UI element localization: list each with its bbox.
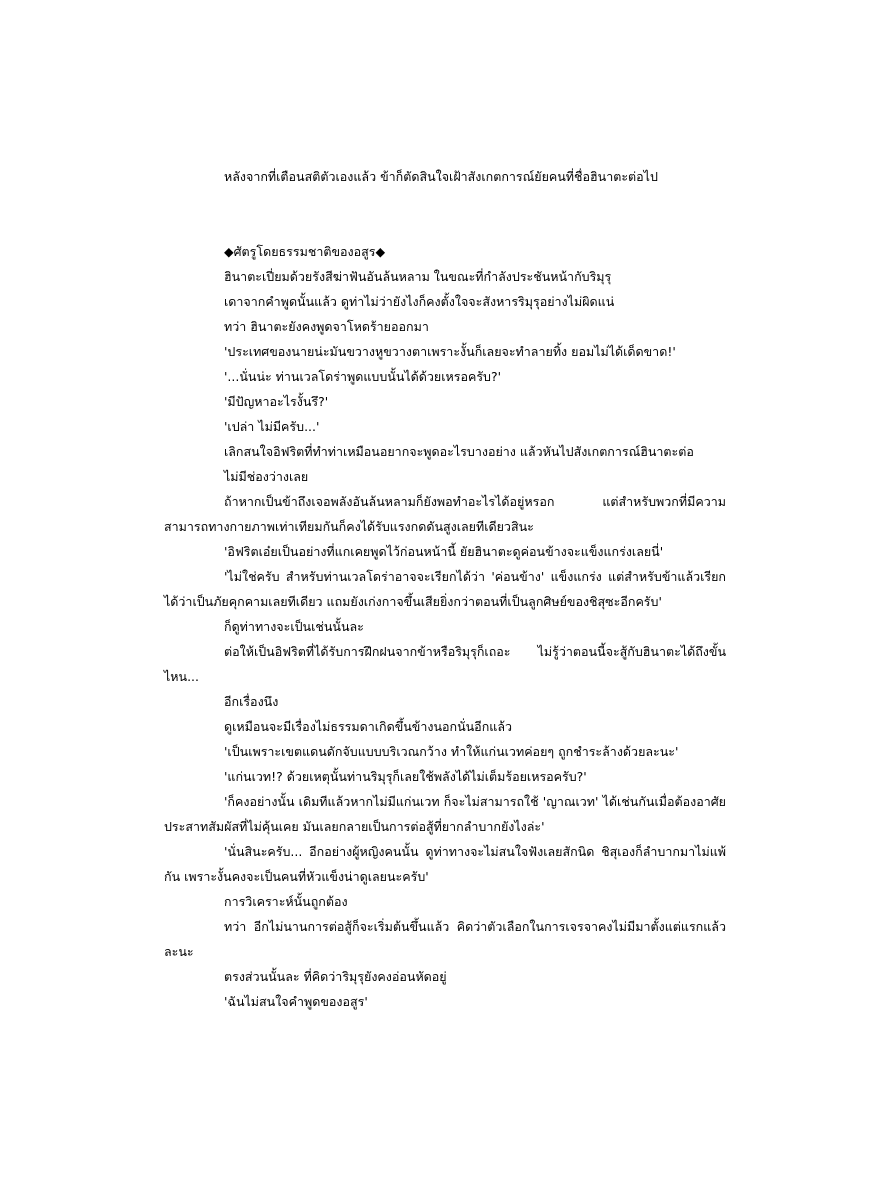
paragraph: ตรงส่วนนั้นละ ที่คิดว่าริมุรุยังคงอ่อนหัดอยู่ <box>224 969 447 984</box>
paragraph: ทว่า ฮินาตะยังคงพูดจาโหดร้ายออกมา <box>224 319 429 334</box>
blank-line <box>164 202 726 227</box>
paragraph: การวิเคราะห์นั้นถูกต้อง <box>224 894 348 909</box>
paragraph: อีกเรื่องนึง <box>224 694 279 709</box>
paragraph: เดาจากคำพูดนั้นแล้ว ดูท่าไม่ว่ายังไงก็คงตั้งใจจะสังหารริมุรุอย่างไม่ผิดแน่ <box>224 294 615 309</box>
paragraph: 'เป็นเพราะเขตแดนดักจับแบบบริเวณกว้าง ทำให้แก่นเวทค่อยๆ ถูกชำระล้างด้วยละนะ' <box>224 744 679 759</box>
paragraph: ต่อให้เป็นอิฟริตที่ได้รับการฝึกฝนจากข้าหรือริมุรุก็เถอะ ไม่รู้ว่าตอนนี้จะสู้กับฮินาตะได้ถึงขั้นไหน... <box>164 644 726 684</box>
paragraph: ไม่มีช่องว่างเลย <box>224 469 309 484</box>
body-text <box>164 164 726 1014</box>
paragraph: 'ฉันไม่สนใจคำพูดของอสูร' <box>224 994 368 1009</box>
paragraph: ดูเหมือนจะมีเรื่องไม่ธรรมดาเกิดขึ้นข้างนอกนั่นอีกแล้ว <box>224 719 512 734</box>
paragraph: '...นั่นน่ะ ท่านเวลโดร่าพูดแบบนั้นได้ด้วยเหรอครับ?' <box>224 369 502 384</box>
paragraph: ทว่า อีกไม่นานการต่อสู้ก็จะเริ่มต้นขึ้นแล้ว คิดว่าตัวเลือกในการเจรจาคงไม่มีมาตั้งแต่แรกแล้วละนะ <box>164 919 726 959</box>
paragraph: 'ไม่ใช่ครับ สำหรับท่านเวลโดร่าอาจจะเรียกได้ว่า 'ค่อนข้าง' แข็งแกร่ง แต่สำหรับข้าแล้วเรียกได้ว่าเป็นภัยคุกคามเลยทีเดียว แถมยังเก่งกาจขึ้นเสียยิ่งกว่าตอนที่เป็นลูกศิษย์ของชิสุซะอีกครับ' <box>164 569 726 609</box>
paragraph: ถ้าหากเป็นข้าถึงเจอพลังอันล้นหลามก็ยังพอทำอะไรได้อยู่หรอก แต่สำหรับพวกที่มีความสามารถทางกายภาพเท่าเทียมกันก็คงได้รับแรงกดดันสูงเลยทีเดียวสินะ <box>164 494 726 534</box>
paragraph: 'ประเทศของนายน่ะมันขวางหูขวางตาเพราะงั้นก็เลยจะทำลายทิ้ง ยอมไม่ได้เด็ดขาด!' <box>224 344 676 359</box>
paragraph: ◆ศัตรูโดยธรรมชาติของอสูร◆ <box>224 244 386 259</box>
paragraph: 'ก็คงอย่างนั้น เดิมทีแล้วหากไม่มีแก่นเวท ก็จะไม่สามารถใช้ 'ญาณเวท' ได้เช่นกันเมื่อต้องอาศัยประสาทสัมผัสที่ไม่คุ้นเคย มันเลยกลายเป็นการต่อสู้ที่ยากลำบากยังไงล่ะ' <box>164 794 726 834</box>
paragraph: 'แก่นเวท!? ด้วยเหตุนั้นท่านริมุรุก็เลยใช้พลังได้ไม่เต็มร้อยเหรอครับ?' <box>224 769 587 784</box>
paragraph: 'อิฟริตเอ๋ยเป็นอย่างที่แกเคยพูดไว้ก่อนหน้านี้ ยัยฮินาตะดูค่อนข้างจะแข็งแกร่งเลยนี่' <box>224 544 664 559</box>
paragraph: ฮินาตะเปี่ยมด้วยรังสีฆ่าฟันอันล้นหลาม ในขณะที่กำลังประชันหน้ากับริมุรุ <box>224 269 612 284</box>
paragraph: ก็ดูท่าทางจะเป็นเช่นนั้นละ <box>224 619 364 634</box>
paragraph: หลังจากที่เตือนสติตัวเองแล้ว ข้าก็ตัดสินใจเฝ้าสังเกตการณ์ยัยคนที่ชื่อฮินาตะต่อไป <box>224 169 658 184</box>
paragraph: 'เปล่า ไม่มีครับ...' <box>224 419 320 434</box>
paragraph: 'นั่นสินะครับ... อีกอย่างผู้หญิงคนนั้น ดูท่าทางจะไม่สนใจฟังเลยสักนิด ชิสุเองก็ลำบากมาไม่แพ้กัน เพราะงั้นคงจะเป็นคนที่หัวแข็งน่าดูเลยนะครับ' <box>164 844 726 884</box>
paragraph: เลิกสนใจอิฟริตที่ทำท่าเหมือนอยากจะพูดอะไรบางอย่าง แล้วหันไปสังเกตการณ์ฮินาตะต่อ <box>224 444 694 459</box>
paragraph: 'มีปัญหาอะไรงั้นรึ?' <box>224 394 329 409</box>
